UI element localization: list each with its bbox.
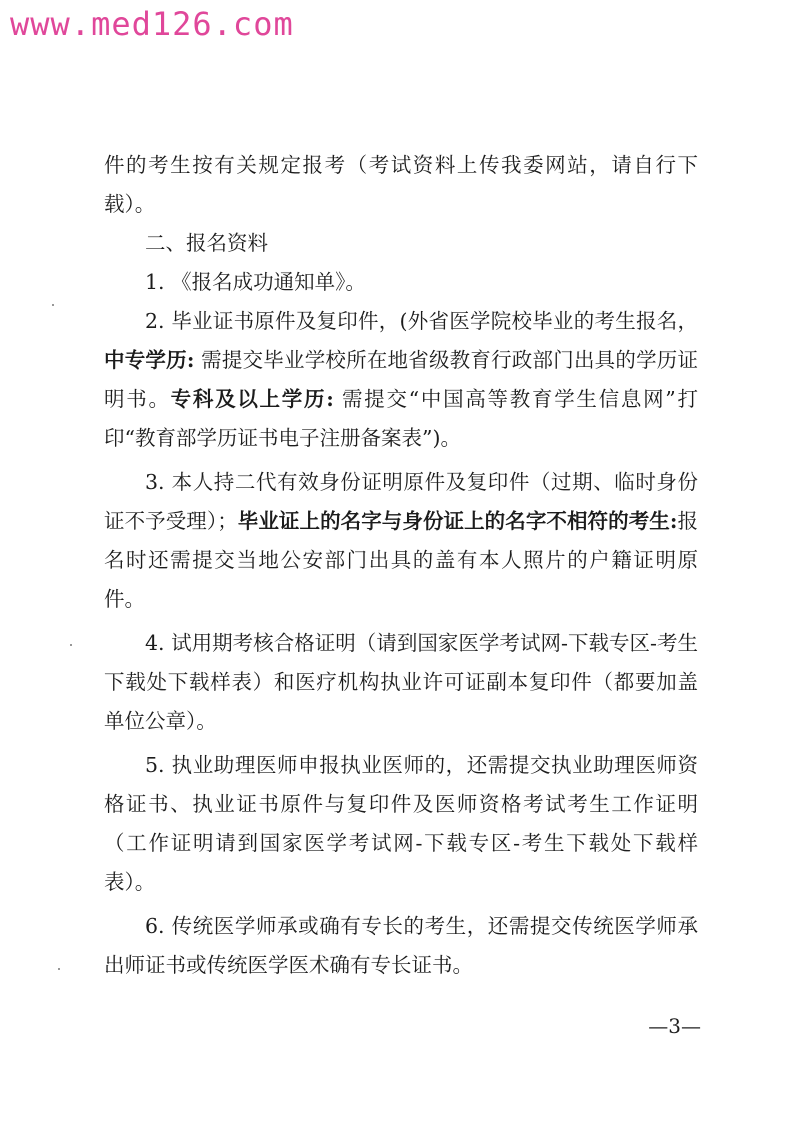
site-watermark: www.med126.com: [10, 5, 294, 43]
list-item-6: 6. 传统医学师承或确有专长的考生，还需提交传统医学师承出师证书或传统医学医术确有专长证书。: [104, 914, 698, 977]
item2-bold-college: 专科及以上学历:: [170, 387, 334, 411]
item2-text-a: 2. 毕业证书原件及复印件，(外省医学院校毕业的考生报名，: [145, 309, 698, 333]
list-item-5: 5. 执业助理医师申报执业医师的，还需提交执业助理医师资格证书、执业证书原件与复印件及医师资格考试考生工作证明（工作证明请到国家医学考试网-下载专区-考生下载处下载样表）。: [104, 753, 698, 894]
scan-speck: [70, 644, 72, 646]
scan-speck: [58, 968, 60, 970]
item2-text-c: 需提交毕业学校所在地省级教育行政部门出具的学历证明书。: [104, 348, 698, 411]
item3-text-a: 3. 本人持二代有效身份证明原件及复印件（过期、临时身份证不予受理）；: [104, 470, 698, 533]
list-item-4: 4. 试用期考核合格证明（请到国家医学考试网-下载专区-考生下载处下载样表）和医疗机构执业许可证副本复印件（都要加盖单位公章）。: [104, 631, 698, 733]
page-number: —3—: [648, 1014, 701, 1038]
list-item-2: [104, 302, 698, 458]
item2-text-e: 需提交“中国高等教育学生信息网”打印“教育部学历证书电子注册备案表”)。: [104, 387, 698, 450]
section-heading: 二、报名资料: [145, 231, 268, 255]
continuation-paragraph: 件的考生按有关规定报考（考试资料上传我委网站，请自行下载）。: [104, 153, 698, 216]
item3-text-c: 报名时还需提交当地公安部门出具的盖有本人照片的户籍证明原件。: [104, 509, 698, 611]
item3-bold-name-mismatch: 毕业证上的名字与身份证上的名字不相符的考生:: [237, 509, 678, 533]
list-item-3: [104, 463, 698, 619]
document-body: [104, 146, 698, 985]
item2-bold-secondary: 中专学历:: [104, 348, 195, 372]
list-item-1: 1. 《报名成功通知单》。: [145, 270, 366, 294]
scan-speck: [52, 304, 54, 306]
